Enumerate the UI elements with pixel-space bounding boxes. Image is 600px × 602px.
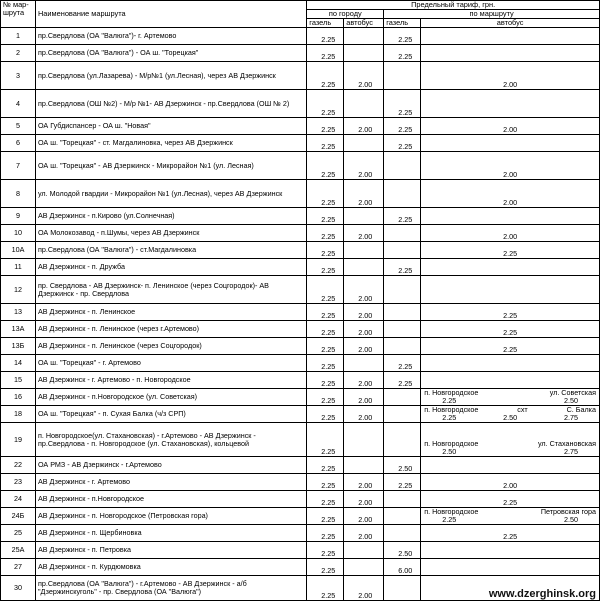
tariff-bus-suburb: 2.25 <box>421 321 600 338</box>
tariff-bus-suburb: 2.25 <box>421 525 600 542</box>
header-tariff: Предельный тариф, грн. <box>307 1 600 10</box>
tariff-gazel-suburb <box>384 152 421 180</box>
route-number: 15 <box>1 372 36 389</box>
tariff-gazel-suburb: 2.25 <box>384 355 421 372</box>
table-row <box>1 559 600 576</box>
route-name: пр. Свердлова - АВ Дзержинск- п. Ленинское (через Соцгородок)- АВ Дзержинск - пр. Свердлова <box>35 276 306 304</box>
tariff-gazel-suburb: 2.25 <box>384 372 421 389</box>
route-number: 13 <box>1 304 36 321</box>
header-gazel-suburb: газель <box>384 19 421 28</box>
tariff-gazel-city: 2.25 <box>307 118 344 135</box>
stop-tariff: 2.25 <box>442 515 457 524</box>
route-name: ул. Молодой гвардии - Микрорайон №1 (ул.Лесная), через АВ Дзержинск <box>35 180 306 208</box>
tariff-gazel-city: 2.25 <box>307 276 344 304</box>
table-row <box>1 208 600 225</box>
stop-label: п. Новгородское <box>424 507 479 516</box>
tariff-gazel-suburb <box>384 304 421 321</box>
tariff-bus-suburb <box>421 355 600 372</box>
tariff-gazel-suburb <box>384 180 421 208</box>
tariff-bus-city <box>344 242 384 259</box>
tariff-gazel-city: 2.25 <box>307 525 344 542</box>
tariff-bus-city: 2.00 <box>344 180 384 208</box>
route-number: 7 <box>1 152 36 180</box>
header-route-number: № мар-шрута <box>1 1 36 28</box>
route-number: 27 <box>1 559 36 576</box>
table-row <box>1 62 600 90</box>
tariff-gazel-suburb <box>384 321 421 338</box>
route-number: 9 <box>1 208 36 225</box>
route-number: 1 <box>1 28 36 45</box>
tariff-bus-city: 2.00 <box>344 491 384 508</box>
tariff-gazel-suburb <box>384 225 421 242</box>
route-number: 5 <box>1 118 36 135</box>
table-row <box>1 423 600 457</box>
tariff-gazel-suburb <box>384 276 421 304</box>
table-row <box>1 372 600 389</box>
tariff-gazel-city: 2.25 <box>307 259 344 276</box>
route-name: пр.Свердлова (ОА "Валюга")- г. Артемово <box>35 28 306 45</box>
tariff-bus-suburb <box>421 259 600 276</box>
tariff-gazel-suburb: 2.25 <box>384 474 421 491</box>
route-number: 12 <box>1 276 36 304</box>
route-number: 4 <box>1 90 36 118</box>
tariff-gazel-city: 2.25 <box>307 135 344 152</box>
route-name: АВ Дзержинск - г. Артемово - п. Новгородское <box>35 372 306 389</box>
tariff-gazel-city: 2.25 <box>307 152 344 180</box>
tariff-bus-city: 2.00 <box>344 304 384 321</box>
tariff-gazel-suburb <box>384 242 421 259</box>
route-name: АВ Дзержинск - п.Кирово (ул.Солнечная) <box>35 208 306 225</box>
table-row <box>1 304 600 321</box>
table-row <box>1 542 600 559</box>
stop-tariff: 2.50 <box>564 396 578 405</box>
route-name: АВ Дзержинск - г. Артемово <box>35 474 306 491</box>
tariff-gazel-suburb <box>384 62 421 90</box>
stop-label: ул. Советская <box>549 388 596 397</box>
route-number: 10 <box>1 225 36 242</box>
table-row <box>1 338 600 355</box>
route-name: АВ Дзержинск - п. Курдюмовка <box>35 559 306 576</box>
tariff-bus-suburb: 2.00 <box>421 118 600 135</box>
tariff-gazel-city: 2.25 <box>307 423 344 457</box>
tariff-gazel-city: 2.25 <box>307 355 344 372</box>
tariff-bus-city: 2.00 <box>344 389 384 406</box>
route-name: АВ Дзержинск - п. Дружба <box>35 259 306 276</box>
tariff-bus-city: 2.00 <box>344 508 384 525</box>
tariff-bus-city <box>344 90 384 118</box>
tariff-gazel-suburb <box>384 389 421 406</box>
table-body <box>1 28 600 601</box>
tariff-gazel-city: 2.25 <box>307 90 344 118</box>
table-row <box>1 225 600 242</box>
tariff-bus-suburb <box>421 542 600 559</box>
route-name: ОА Губдиспансер - ОА ш. "Новая" <box>35 118 306 135</box>
tariff-gazel-suburb <box>384 423 421 457</box>
tariff-bus-suburb: 2.00 <box>421 180 600 208</box>
tariff-bus-city: 2.00 <box>344 525 384 542</box>
route-number: 16 <box>1 389 36 406</box>
route-name: АВ Дзержинск - п. Ленинское <box>35 304 306 321</box>
route-number: 24Б <box>1 508 36 525</box>
table-row <box>1 28 600 45</box>
tariff-bus-suburb: 2.25 <box>421 338 600 355</box>
route-number: 8 <box>1 180 36 208</box>
table-row <box>1 508 600 525</box>
route-number: 23 <box>1 474 36 491</box>
tariff-bus-city: 2.00 <box>344 474 384 491</box>
table-row <box>1 152 600 180</box>
route-number: 14 <box>1 355 36 372</box>
tariff-bus-suburb: 2.00 <box>421 62 600 90</box>
tariff-gazel-suburb <box>384 338 421 355</box>
tariff-bus-suburb-breakdown <box>421 508 600 525</box>
tariff-gazel-suburb: 2.25 <box>384 259 421 276</box>
header-suburb: по маршруту <box>384 10 600 19</box>
table-row <box>1 45 600 62</box>
tariff-gazel-suburb: 2.25 <box>384 90 421 118</box>
route-number: 18 <box>1 406 36 423</box>
route-name: пр.Свердлова (ОА "Валюга") - ОА ш. "Торецкая" <box>35 45 306 62</box>
tariff-gazel-city: 2.25 <box>307 225 344 242</box>
watermark: www.dzerghinsk.org <box>488 588 596 600</box>
tariff-gazel-suburb <box>384 406 421 423</box>
header-city: по городу <box>307 10 384 19</box>
tariff-bus-suburb-breakdown <box>421 406 600 423</box>
tariff-bus-city <box>344 45 384 62</box>
tariff-bus-city: 2.00 <box>344 118 384 135</box>
header-bus-suburb: автобус <box>421 19 600 28</box>
tariff-bus-suburb: 2.25 <box>421 304 600 321</box>
tariff-bus-city <box>344 28 384 45</box>
tariff-gazel-suburb: 2.25 <box>384 208 421 225</box>
tariff-bus-suburb <box>421 135 600 152</box>
tariff-gazel-city: 2.25 <box>307 180 344 208</box>
table-row <box>1 321 600 338</box>
route-name: пр.Свердлова (ОА "Валюга") - г.Артемово - АВ Дзержинск - а/б "Дзержинскуголь" - пр. Свердлова (ОА "Валюга") <box>35 576 306 601</box>
table-row <box>1 406 600 423</box>
tariff-gazel-city: 2.25 <box>307 45 344 62</box>
tariff-gazel-suburb <box>384 491 421 508</box>
tariff-bus-city <box>344 355 384 372</box>
tariff-bus-suburb <box>421 559 600 576</box>
tariff-bus-city: 2.00 <box>344 62 384 90</box>
tariff-gazel-city: 2.25 <box>307 389 344 406</box>
tariff-bus-suburb: 2.00 <box>421 152 600 180</box>
tariff-gazel-city: 2.25 <box>307 338 344 355</box>
tariff-gazel-suburb: 2.50 <box>384 457 421 474</box>
route-name: АВ Дзержинск - п. Ленинское (через г.Артемово) <box>35 321 306 338</box>
route-name: ОА ш. "Торецкая" - АВ Дзержинск - Микрорайон №1 (ул. Лесная) <box>35 152 306 180</box>
tariff-bus-suburb: 2.00 <box>421 474 600 491</box>
stop-tariff: 2.50 <box>564 515 578 524</box>
tariff-gazel-city: 2.25 <box>307 321 344 338</box>
stop-tariff: 2.75 <box>563 413 578 422</box>
tariff-gazel-city: 2.25 <box>307 457 344 474</box>
table-row <box>1 389 600 406</box>
route-number: 24 <box>1 491 36 508</box>
tariff-bus-suburb-breakdown <box>421 423 600 457</box>
tariff-gazel-city: 2.25 <box>307 62 344 90</box>
tariff-bus-suburb <box>421 457 600 474</box>
route-name: пр.Свердлова (ОА "Валюга") - ст.Магдалиновка <box>35 242 306 259</box>
tariff-gazel-suburb: 2.50 <box>384 542 421 559</box>
tariff-gazel-city: 2.25 <box>307 576 344 601</box>
stop-label: Петровская гора <box>540 507 596 516</box>
tariff-gazel-suburb <box>384 576 421 601</box>
route-number: 3 <box>1 62 36 90</box>
stop-label: С. Балка <box>566 405 596 414</box>
tariff-bus-city: 2.00 <box>344 372 384 389</box>
table-row <box>1 474 600 491</box>
tariff-gazel-city: 2.25 <box>307 372 344 389</box>
tariff-bus-city: 2.00 <box>344 321 384 338</box>
table-row <box>1 457 600 474</box>
tariff-bus-suburb <box>421 372 600 389</box>
tariff-gazel-city: 2.25 <box>307 542 344 559</box>
table-row <box>1 118 600 135</box>
tariff-gazel-city: 2.25 <box>307 559 344 576</box>
stop-tariff: 2.75 <box>564 447 578 456</box>
route-number: 30 <box>1 576 36 601</box>
tariff-bus-city <box>344 259 384 276</box>
route-name: ОА ш. "Торецкая" - ст. Магдалиновка, через АВ Дзержинск <box>35 135 306 152</box>
tariff-gazel-city: 2.25 <box>307 491 344 508</box>
tariff-bus-suburb <box>421 208 600 225</box>
stop-label: п. Новгородское <box>424 388 479 397</box>
stop-tariff: 2.50 <box>503 413 518 422</box>
route-number: 2 <box>1 45 36 62</box>
header-route-name: Наименование маршрута <box>35 1 306 28</box>
stop-label: ул. Стахановская <box>537 439 596 448</box>
tariff-bus-city <box>344 542 384 559</box>
route-number: 25А <box>1 542 36 559</box>
tariff-bus-city: 2.00 <box>344 152 384 180</box>
route-name: ОА ш. "Торецкая" - г. Артемово <box>35 355 306 372</box>
table-row <box>1 242 600 259</box>
tariff-bus-suburb <box>421 45 600 62</box>
tariff-gazel-suburb: 6.00 <box>384 559 421 576</box>
stop-tariff: 2.25 <box>442 413 457 422</box>
tariff-bus-suburb <box>421 90 600 118</box>
table-row <box>1 180 600 208</box>
tariff-gazel-city: 2.25 <box>307 508 344 525</box>
route-name: ОА РМЗ - АВ Дзержинск - г.Артемово <box>35 457 306 474</box>
route-name: АВ Дзержинск - п. Ленинское (через Соцгородок) <box>35 338 306 355</box>
route-number: 19 <box>1 423 36 457</box>
tariff-bus-city <box>344 208 384 225</box>
stop-label: cхт <box>517 405 528 414</box>
tariff-bus-suburb-breakdown <box>421 389 600 406</box>
tariff-bus-city: 2.00 <box>344 225 384 242</box>
stop-label: п. Новгородское <box>424 439 479 448</box>
table-row <box>1 355 600 372</box>
route-name: АВ Дзержинск - п. Петровка <box>35 542 306 559</box>
tariff-gazel-city: 2.25 <box>307 406 344 423</box>
tariff-bus-city: 2.00 <box>344 276 384 304</box>
tariff-bus-city <box>344 423 384 457</box>
header-gazel-city: газель <box>307 19 344 28</box>
route-name: пр.Свердлова (ул.Лазарева) - М/р№1 (ул.Лесная), через АВ Дзержинск <box>35 62 306 90</box>
table-row <box>1 135 600 152</box>
tariff-gazel-city: 2.25 <box>307 208 344 225</box>
route-name: ОА ш. "Торецкая" - п. Сухая Балка (ч/з СРП) <box>35 406 306 423</box>
route-name: АВ Дзержинск - п. Новгородское (Петровская гора) <box>35 508 306 525</box>
tariff-bus-suburb: 2.25 <box>421 242 600 259</box>
stop-tariff: 2.25 <box>442 396 457 405</box>
route-name: АВ Дзержинск - п. Щербиновка <box>35 525 306 542</box>
tariff-gazel-city: 2.25 <box>307 28 344 45</box>
table-row <box>1 491 600 508</box>
tariff-bus-city <box>344 135 384 152</box>
table-row <box>1 276 600 304</box>
tariff-bus-city <box>344 559 384 576</box>
tariff-gazel-city: 2.25 <box>307 304 344 321</box>
route-number: 10А <box>1 242 36 259</box>
tariff-gazel-city: 2.25 <box>307 474 344 491</box>
route-number: 25 <box>1 525 36 542</box>
route-number: 22 <box>1 457 36 474</box>
tariff-bus-city: 2.00 <box>344 576 384 601</box>
table-row <box>1 259 600 276</box>
route-number: 6 <box>1 135 36 152</box>
tariff-gazel-suburb: 2.25 <box>384 135 421 152</box>
route-number: 13А <box>1 321 36 338</box>
table-row <box>1 90 600 118</box>
tariff-bus-suburb: 2.25 <box>421 491 600 508</box>
tariff-gazel-suburb <box>384 508 421 525</box>
route-name: пр.Свердлова (ОШ №2) - М/р №1- АВ Дзержинск - пр.Свердлова (ОШ № 2) <box>35 90 306 118</box>
tariff-bus-suburb <box>421 28 600 45</box>
tariff-gazel-suburb: 2.25 <box>384 28 421 45</box>
route-name: АВ Дзержинск - п.Новгородское <box>35 491 306 508</box>
table-row <box>1 525 600 542</box>
tariff-bus-city: 2.00 <box>344 406 384 423</box>
tariff-gazel-city: 2.25 <box>307 242 344 259</box>
tariff-bus-suburb <box>421 276 600 304</box>
route-name: п. Новгородское(ул. Стахановская) - г.Артемово - АВ Дзержинск - пр.Свердлова - п. Новгородское (ул. Стахановская), кольцевой <box>35 423 306 457</box>
tariff-gazel-suburb <box>384 525 421 542</box>
route-number: 13Б <box>1 338 36 355</box>
route-name: АВ Дзержинск - п.Новгородское (ул. Советская) <box>35 389 306 406</box>
route-number: 11 <box>1 259 36 276</box>
tariff-bus-city: 2.00 <box>344 338 384 355</box>
route-name: ОА Молокозавод - п.Шумы, через АВ Дзержинск <box>35 225 306 242</box>
tariff-gazel-suburb: 2.25 <box>384 118 421 135</box>
stop-tariff: 2.50 <box>442 447 457 456</box>
tariff-gazel-suburb: 2.25 <box>384 45 421 62</box>
tariff-bus-suburb: 2.00 <box>421 225 600 242</box>
stop-label: п. Новгородское <box>424 405 479 414</box>
tariff-bus-city <box>344 457 384 474</box>
header-bus-city: автобус <box>344 19 384 28</box>
